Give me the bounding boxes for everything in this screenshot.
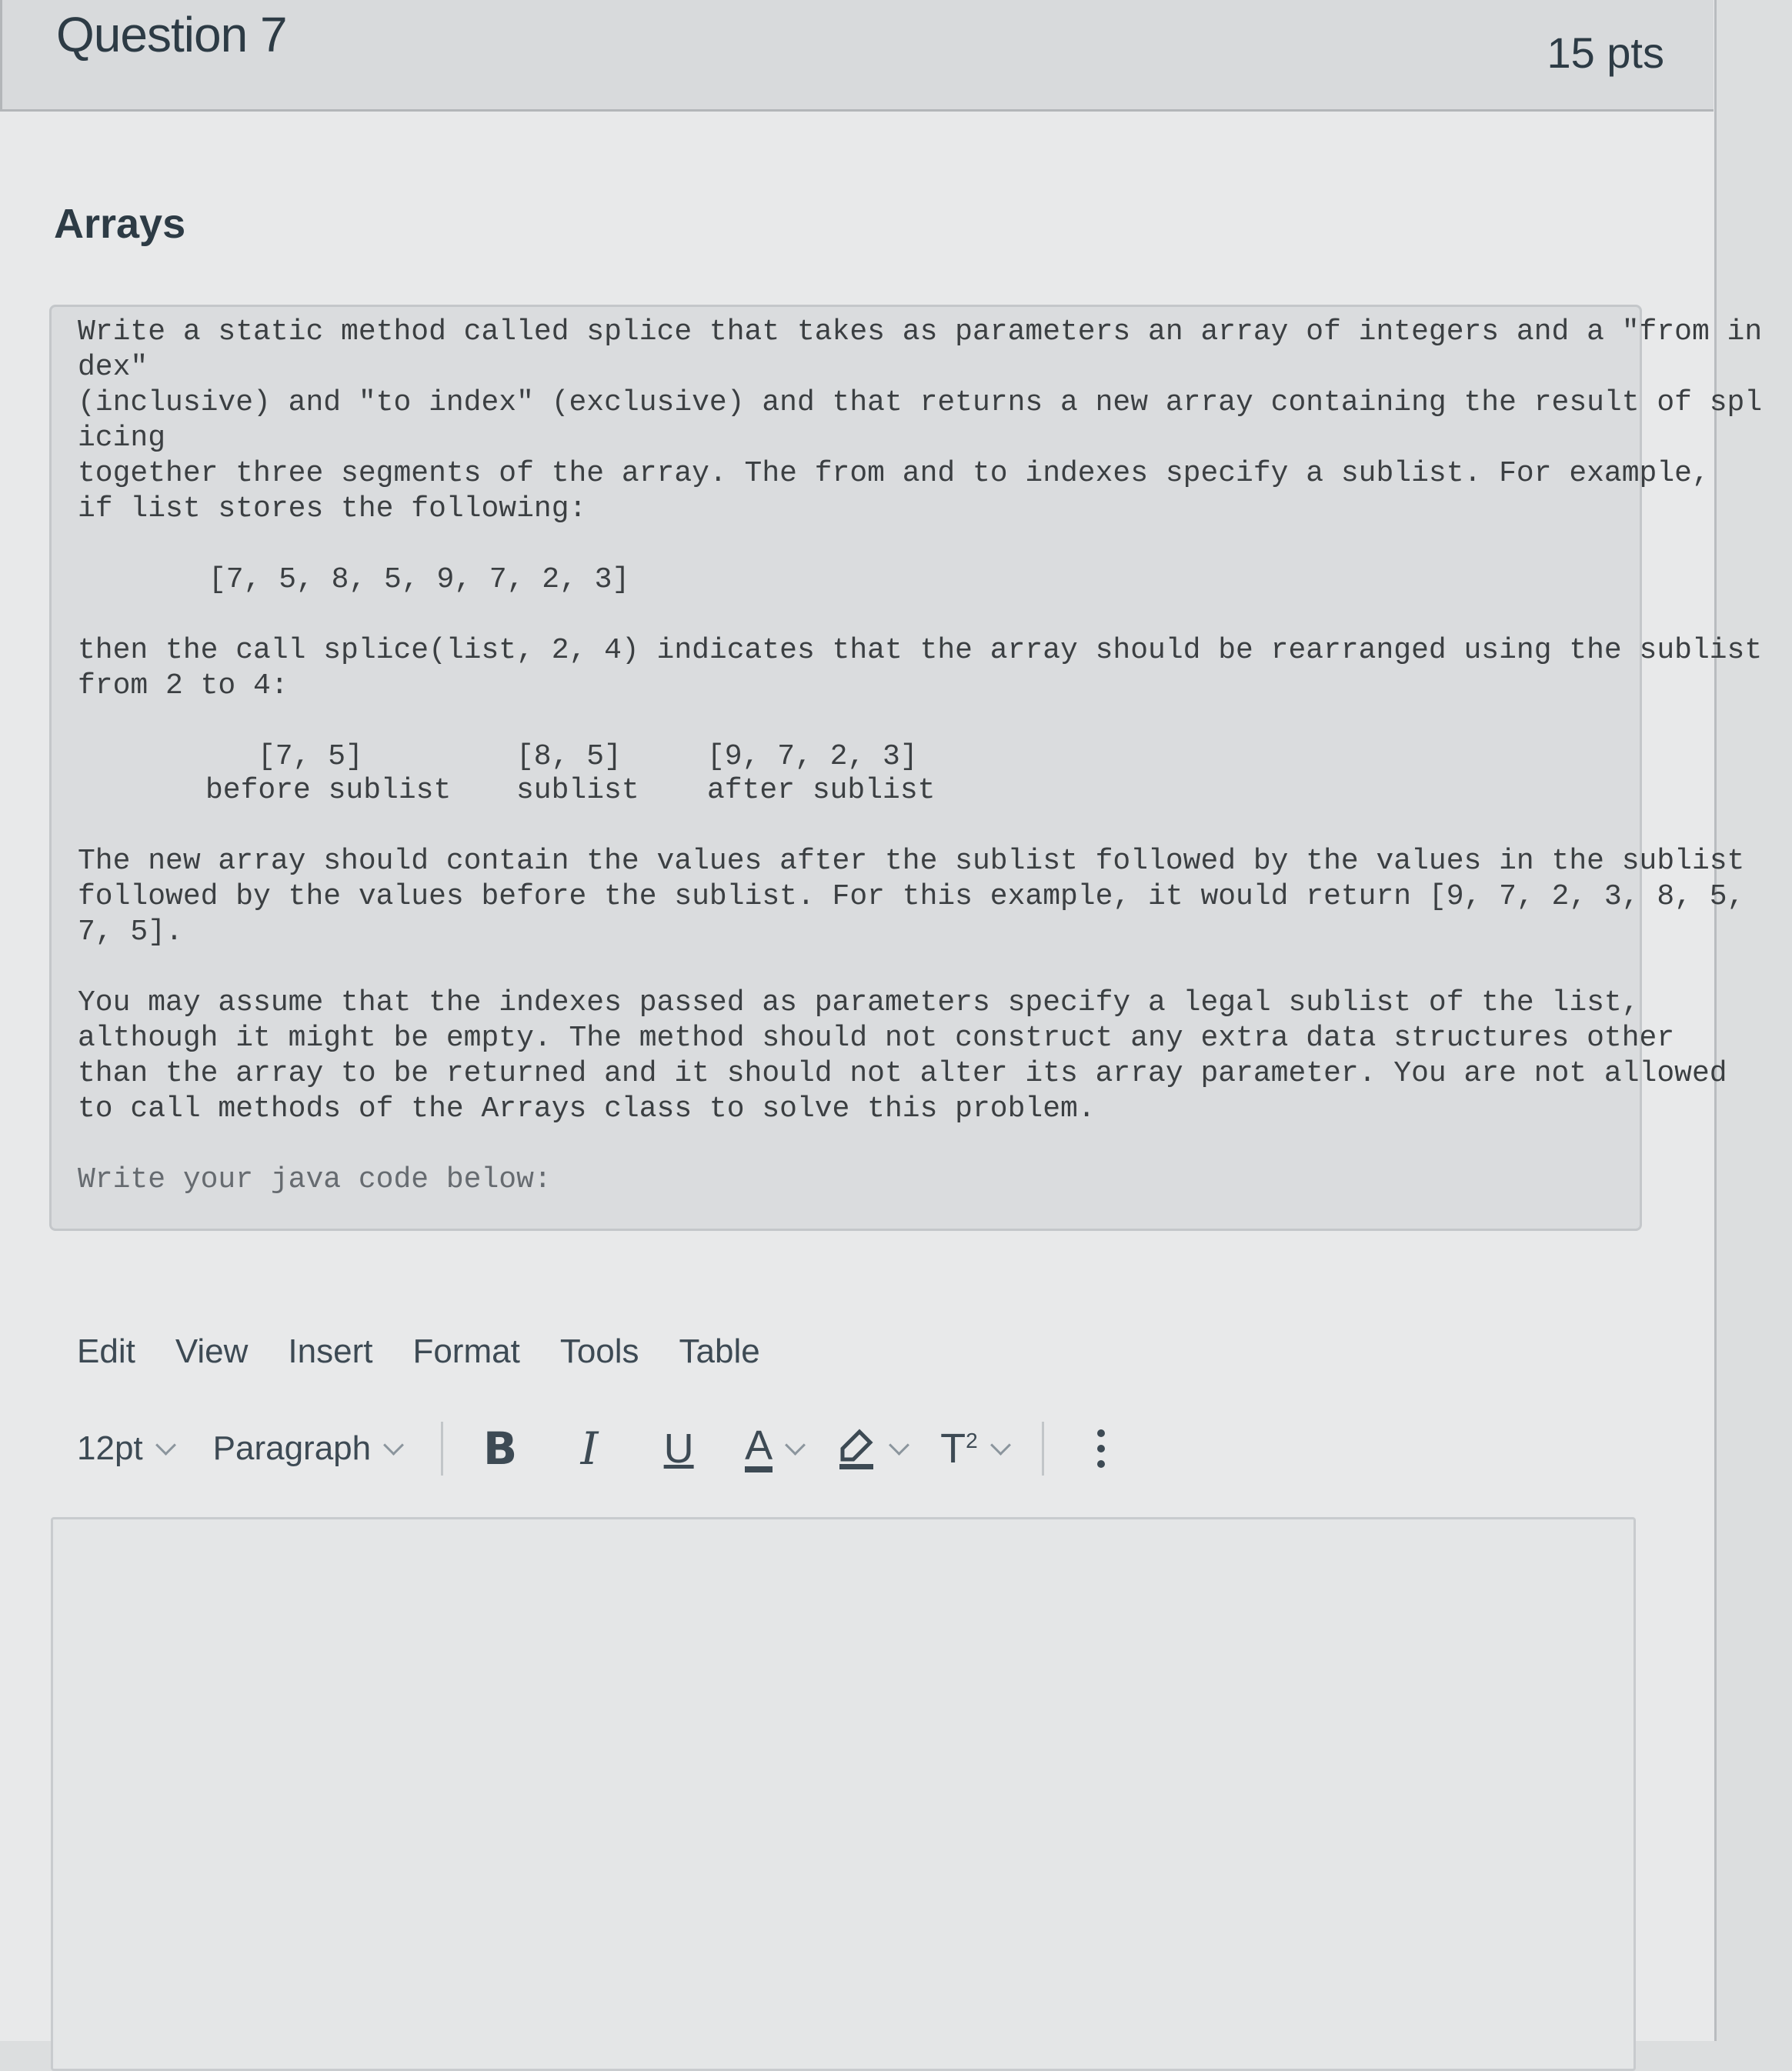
menu-tools[interactable]: Tools [559, 1332, 639, 1370]
bold-button[interactable] [477, 1418, 523, 1479]
highlight-icon [836, 1427, 876, 1470]
prompt-line: Write a static method called splice that takes as parameters an array of integers and a "from in [78, 315, 1763, 349]
bold-icon: B [483, 1422, 518, 1475]
chevron-down-icon [383, 1435, 404, 1456]
question-title: Question 7 [56, 7, 287, 62]
superscript-icon [940, 1425, 978, 1472]
question-prompt [49, 305, 1763, 1231]
section-title: Arrays [54, 201, 186, 247]
block-format-value: Paragraph [212, 1429, 372, 1467]
font-size-value: 12pt [77, 1429, 143, 1467]
segment-sublist-value: [8, 5] [516, 740, 622, 773]
underline-button[interactable] [656, 1418, 702, 1479]
example-list: [7, 5, 8, 5, 9, 7, 2, 3] [209, 563, 630, 596]
prompt-line: 7, 5]. [78, 915, 183, 949]
toolbar-divider [1042, 1422, 1044, 1476]
prompt-line: to call methods of the Arrays class to solve this problem. [78, 1092, 1096, 1126]
segment-before-value: [7, 5] [258, 740, 363, 773]
segment-after-label: after sublist [707, 774, 936, 807]
superscript-exponent: 2 [966, 1429, 978, 1452]
menu-format[interactable]: Format [412, 1332, 520, 1370]
chevron-down-icon [155, 1435, 176, 1456]
prompt-line: together three segments of the array. The from and to indexes specify a sublist. For example, [78, 457, 1710, 490]
prompt-line: icing [78, 422, 166, 455]
prompt-line: from 2 to 4: [78, 669, 289, 702]
question-header [0, 0, 1714, 112]
chevron-down-icon[interactable] [785, 1435, 806, 1456]
prompt-line: although it might be empty. The method should not construct any extra data structures other [78, 1022, 1675, 1055]
prompt-line: if list stores the following: [78, 492, 587, 525]
italic-button[interactable] [566, 1418, 612, 1479]
block-format-select[interactable] [213, 1429, 401, 1468]
prompt-line: than the array to be returned and it should not alter its array parameter. You are not allowed [78, 1057, 1727, 1090]
highlight-button[interactable] [836, 1418, 906, 1479]
chevron-down-icon[interactable] [889, 1435, 909, 1456]
text-color-button[interactable] [745, 1418, 803, 1479]
menu-table[interactable]: Table [679, 1332, 760, 1370]
toolbar-divider [441, 1422, 443, 1476]
prompt-line: followed by the values before the sublist. For this example, it would return [9, 7, 2, 3, 8, 5, [78, 880, 1745, 913]
more-options-icon [1095, 1426, 1107, 1472]
font-size-select[interactable] [77, 1429, 173, 1468]
question-points: 15 pts [1547, 28, 1664, 77]
segment-sublist-label: sublist [516, 774, 639, 807]
menu-edit[interactable]: Edit [77, 1332, 135, 1370]
menu-view[interactable]: View [175, 1332, 249, 1370]
editor-menubar [77, 1332, 760, 1371]
prompt-line: dex" [78, 351, 148, 384]
prompt-line: The new array should contain the values after the sublist followed by the values in the sublist [78, 845, 1745, 878]
editor-toolbar [77, 1414, 1167, 1483]
answer-editor[interactable] [51, 1517, 1636, 2071]
text-color-icon: A [745, 1425, 773, 1472]
superscript-base: T [940, 1426, 966, 1472]
segment-before-label: before sublist [205, 774, 452, 807]
prompt-line: You may assume that the indexes passed as parameters specify a legal sublist of the list, [78, 986, 1640, 1019]
segment-after-value: [9, 7, 2, 3] [707, 740, 918, 773]
prompt-instruction: Write your java code below: [78, 1163, 552, 1196]
italic-icon: I [580, 1422, 599, 1475]
underline-icon: U [663, 1426, 694, 1472]
more-options-button[interactable] [1078, 1418, 1124, 1479]
menu-insert[interactable]: Insert [288, 1332, 373, 1370]
superscript-button[interactable] [940, 1418, 1008, 1479]
prompt-line: then the call splice(list, 2, 4) indicates that the array should be rearranged using the sublist [78, 634, 1763, 667]
chevron-down-icon[interactable] [990, 1435, 1011, 1456]
prompt-line: (inclusive) and "to index" (exclusive) and that returns a new array containing the result of spl [78, 386, 1763, 419]
